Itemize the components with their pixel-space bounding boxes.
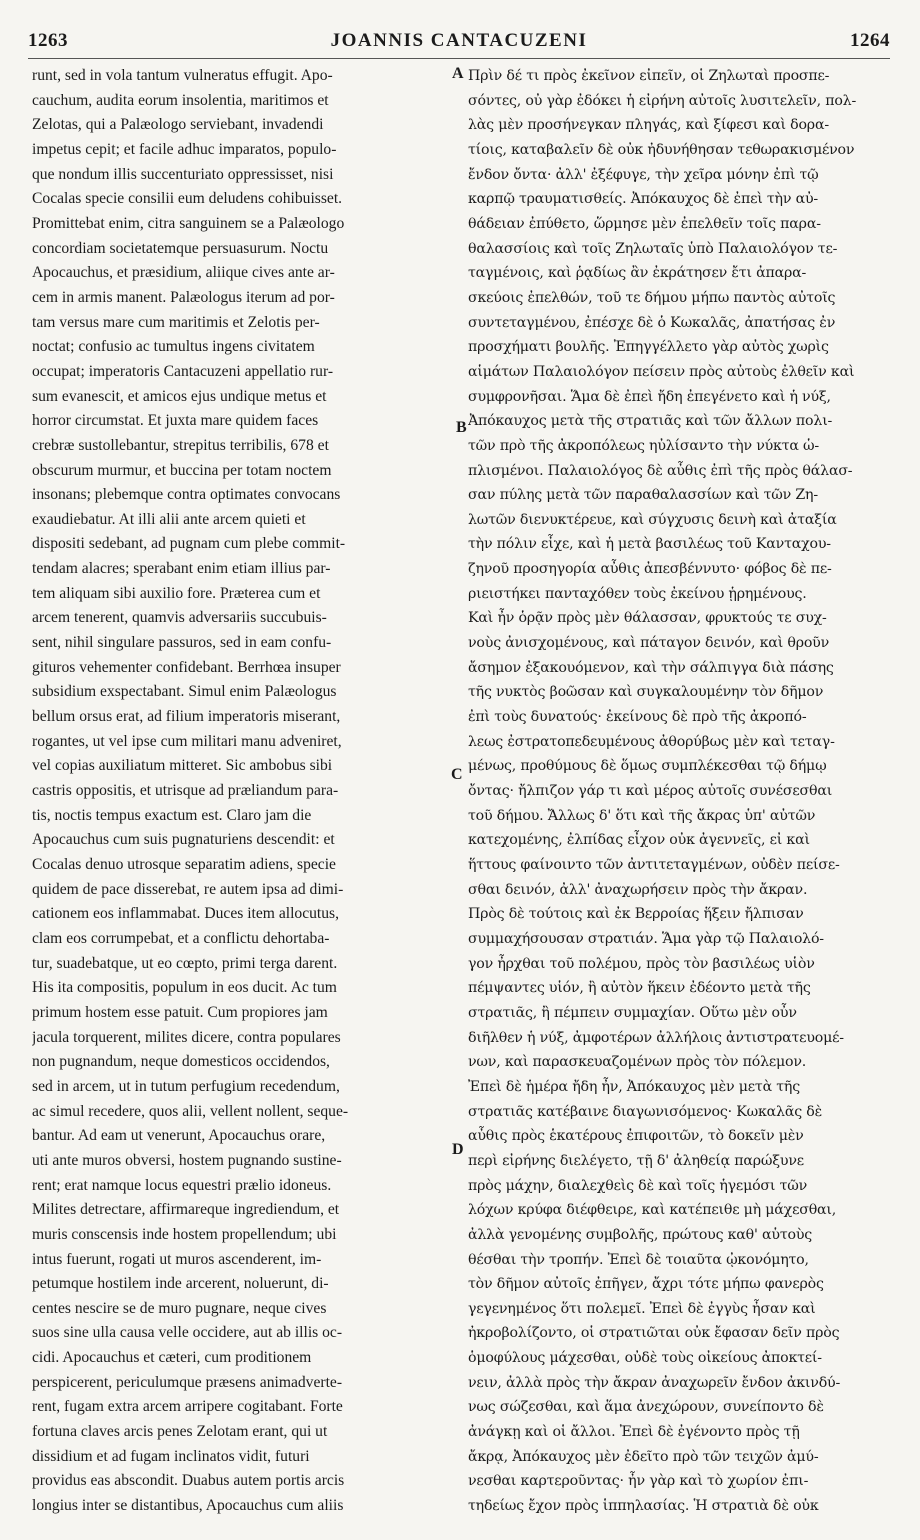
section-marker-d: D [452, 1141, 464, 1158]
latin-text-line: fortuna claves arcis penes Zelotam erant, qui ut [32, 1423, 328, 1441]
running-header [28, 30, 890, 60]
section-marker-c: C [451, 766, 463, 783]
latin-text-line: Cocalas specie consilii eum deludens cohibuisset. [32, 190, 343, 208]
latin-text-line: cationem eos inflammabat. Duces item allocutus, [32, 905, 340, 923]
greek-text-line: Ἐπεὶ δὲ ἡμέρα ἤδη ἦν, Ἀπόκαυχος μὲν μετὰ τῆς [468, 1078, 800, 1095]
greek-text-line: ζηνοῦ προσηγορία αὖθις ἀπεσβέννυτο· φόβος δὲ πε- [468, 561, 832, 578]
latin-text-line: insonans; plebemque contra optimates convocans [32, 486, 341, 504]
greek-text-line: αἱμάτων Παλαιολόγον πείσειν πρὸς αὐτοὺς ἐλθεῖν καὶ [468, 363, 855, 380]
greek-text-line: περὶ εἰρήνης διελέγετο, τῇ δ' ἀληθείᾳ παρώξυνε [468, 1152, 804, 1169]
latin-text-line: cauchum, audita eorum insolentia, maritimos et [32, 91, 329, 109]
latin-text-line: rent; erat namque locus equestri prælio idoneus. [32, 1176, 332, 1194]
greek-text-line: συντεταγμένου, ἐπέσχε δὲ ὁ Κωκαλᾶς, ἀπατήσας ἐν [468, 314, 836, 331]
latin-text-line: Promittebat enim, citra sanguinem se a Palæologo [32, 214, 345, 232]
latin-text-line: His ita compositis, populum in eos ducit. Ac tum [32, 979, 337, 997]
greek-text-line: στρατιᾶς, ἢ πέμπειν συμμαχίαν. Οὕτω μὲν οὖν [468, 1004, 797, 1021]
greek-text-line: σθαι δεινόν, ἀλλ' ἀναχωρήσειν πρὸς τὴν ἄκραν. [468, 881, 808, 898]
latin-text-line: que nondum illis succenturiato oppressisset, nisi [32, 165, 334, 183]
latin-text-line: crebræ sustollebantur, strepitus terribilis, 678 et [32, 436, 329, 454]
greek-text-line: ἄκρᾳ, Ἀπόκαυχος μὲν ἐδεῖτο πρὸ τῶν τειχῶν ἀμύ- [468, 1448, 819, 1465]
latin-text-line: providus eas abscondit. Duabus autem portis arcis [32, 1472, 345, 1490]
greek-text-line: ριειστήκει πανταχόθεν τοὺς ἐκείνου ᾑρημένους. [468, 585, 807, 602]
latin-text-line: castris oppositis, et utrisque ad præliandum para- [32, 782, 339, 800]
latin-text-line: tis, noctis tempus exactum est. Claro jam die [32, 806, 312, 824]
latin-text-line: exaudiebatur. At illi alii ante arcem quieti et [32, 510, 306, 528]
greek-text-line: ἀνάγκῃ καὶ οἱ ἄλλοι. Ἐπεὶ δὲ ἐγένοντο πρὸς τῇ [468, 1424, 800, 1441]
latin-text-line: sent, nihil singulare passuros, sed in eam confu- [32, 634, 332, 652]
latin-text-line: uti ante muros obversi, hostem pugnando sustine- [32, 1151, 342, 1169]
greek-text-line: αὖθις πρὸς ἑκατέρους ἐπιφοιτῶν, τὸ δοκεῖν μὲν [468, 1128, 804, 1145]
greek-text-line: συμφρονῆσαι. Ἅμα δὲ ἐπεὶ ἤδη ἐπεγένετο καὶ ἡ νύξ, [468, 388, 831, 405]
page-number-right: 1264 [850, 30, 890, 51]
greek-text-line: λεως ἐστρατοπεδευμένους ἀθορύβως μὲν καὶ τεταγ- [468, 733, 835, 750]
greek-text-line: πρὸς μάχην, διαλεχθεὶς δὲ καὶ τοῖς ἡγεμόσι τῶν [468, 1177, 808, 1194]
latin-text-line: sum evanescit, et amicos ejus undique metus et [32, 387, 327, 405]
running-title: JOANNIS CANTACUZENI [330, 30, 588, 51]
greek-text-line: γον ἦρχθαι τοῦ πολέμου, πρὸς τὸν βασιλέως υἱὸν [468, 955, 815, 972]
latin-text-line: dissidium et ad fugam inclinatos vidit, futuri [32, 1447, 310, 1465]
greek-text-line: λόχων κρύφα διέφθειρε, καὶ κατέπειθε μὴ μάχεσθαι, [468, 1202, 837, 1219]
greek-text-line: θέσθαι τὴν τροπήν. Ἐπεὶ δὲ τοιαῦτα ᾠκονόμητο, [468, 1251, 809, 1268]
latin-text-line: jacula torquerent, milites dicere, contra populares [32, 1028, 341, 1046]
greek-text-line: Καὶ ἦν ὁρᾷν πρὸς μὲν θάλασσαν, φρυκτούς τε συχ- [468, 610, 827, 627]
greek-text-line: νοὺς ἀνισχομένους, καὶ πάταγον δεινόν, καὶ θροῦν [468, 635, 830, 652]
latin-text-line: cem in armis manent. Palæologus iterum ad por- [32, 288, 335, 306]
latin-text-line: tem aliquam sibi auxilio fore. Præterea cum et [32, 584, 321, 602]
greek-text-line: στρατιᾶς κατέβαινε διαγωνισόμενος· Κωκαλᾶς δὲ [468, 1103, 823, 1120]
greek-text-line: ἄσημον ἐξακουόμενον, καὶ τὴν σάλπιγγα διὰ πάσης [468, 659, 834, 676]
latin-text-line: subsidium exspectabant. Simul enim Palæologus [32, 683, 337, 701]
latin-text-line: longius inter se distantibus, Apocauchus cum aliis [32, 1497, 344, 1515]
greek-column [468, 64, 888, 1519]
greek-text-line: προσχήματι βουλῆς. Ἐπηγγέλλετο γὰρ αὐτὸς χωρὶς [468, 339, 829, 356]
greek-text-line: μένως, προθύμους δὲ ὅμως συμπλέκεσθαι τῷ δήμῳ [468, 758, 827, 775]
greek-text-line: θάδειαν ἐπύθετο, ὥρμησε μὲν ἐπελθεῖν τοῖς παρα- [468, 215, 821, 232]
greek-text-line: ἐπὶ τοὺς δυνατούς· ἐκείνους δὲ πρὸ τῆς ἀκροπό- [468, 709, 807, 726]
latin-text-line: obscurum murmur, et buccina per totam noctem [32, 461, 332, 479]
latin-text-line: Zelotas, qui a Palæologo serviebant, invadendi [32, 116, 324, 134]
latin-text-line: quidem de pace disserebat, re autem ipsa ad dimi- [32, 880, 344, 898]
latin-text-line: primum hostem esse patuit. Cum propiores jam [32, 1003, 328, 1021]
greek-text-line: νως σώζεσθαι, καὶ ἅμα ἀνεχώρουν, συνείποντο δὲ [468, 1399, 824, 1416]
greek-text-line: τηδείως ἔχον πρὸς ἱππηλασίας. Ἡ στρατιὰ δὲ οὐκ [468, 1498, 819, 1515]
greek-text-line: πέμψαντες υἱόν, ἢ αὐτὸν ἥκειν ἐδέοντο μετὰ τῆς [468, 980, 811, 997]
greek-text-line: κατεχομένης, ἐλπίδας εἶχον οὐκ ἀγεννεῖς, εἰ καὶ [468, 832, 810, 849]
greek-text-line: καρπῷ τραυματισθείς. Ἀπόκαυχος δὲ ἐπεὶ τὴν αὐ- [468, 191, 818, 208]
column-gutter [458, 64, 459, 1524]
latin-text-line: dispositi sedebant, ad pugnam cum plebe commit- [32, 535, 346, 553]
latin-text-line: tendam alacres; sperabant enim etiam illius par- [32, 560, 331, 578]
latin-text-line: rent, fugam extra arcem arripere cogitabant. Forte [32, 1398, 343, 1416]
latin-text-line: gituros vehementer confidebant. Berrhœa insuper [32, 658, 341, 676]
greek-text-line: λὰς μὲν προσήνεγκαν πληγάς, καὶ ξίφεσι καὶ δορα- [468, 117, 829, 134]
greek-text-line: τίοις, καταβαλεῖν δὲ οὐκ ἠδυνήθησαν τεθωρακισμένον [468, 141, 855, 158]
greek-text-line: σκεύοις ἐπελθών, τοῦ τε δήμου μήπω παντὸς αὐτοῖς [468, 289, 836, 306]
latin-column [32, 64, 452, 1519]
greek-text-line: γεγενημένος ὅτι πολεμεῖ. Ἐπεὶ δὲ ἐγγὺς ἦσαν καὶ [468, 1300, 816, 1317]
latin-text-line: perspicerent, periculumque præsens animadverte- [32, 1373, 343, 1391]
greek-text-line: νων, καὶ παρασκευαζομένων πρὸς τὸν πόλεμον. [468, 1054, 807, 1071]
greek-text-line: τῶν πρὸ τῆς ἀκροπόλεως ηὐλίσαντο τὴν νύκτα ὡ- [468, 437, 820, 454]
greek-text-line: διῆλθεν ἡ νύξ, ἀμφοτέρων ἀλλήλοις ἀντιστρατευομέ- [468, 1029, 844, 1046]
latin-text-line: centes nescire se de muro pugnare, neque cives [32, 1299, 327, 1317]
latin-text-line: intus fuerunt, rogati ut muros ascenderent, im- [32, 1250, 322, 1268]
greek-text-line: ἀλλὰ γενομένης συμβολῆς, πρώτους καθ' αὑτοὺς [468, 1226, 813, 1243]
latin-text-line: rogantes, ut vel ipse cum militari manu adveniret, [32, 732, 342, 750]
greek-text-line: τὸν δῆμον αὐτοῖς ἐπῆγεν, ἄχρι τότε μήπω φανερὸς [468, 1276, 824, 1293]
greek-text-line: πλισμένοι. Παλαιολόγος δὲ αὖθις ἐπὶ τῆς πρὸς θάλασ- [468, 462, 853, 479]
latin-text-line: runt, sed in vola tantum vulneratus effugit. Apo- [32, 67, 333, 84]
latin-text-line: muris conscensis inde hostem propellendum; ubi [32, 1225, 337, 1243]
latin-text-line: Apocauchus cum suis pugnaturiens descendit: et [32, 831, 335, 849]
greek-text-line: ταγμένοις, καὶ ῥᾳδίως ἂν ἐκράτησεν ἔτι ἀπαρα- [468, 265, 807, 282]
latin-text-line: vel copias auxiliatum mitteret. Sic ambobus sibi [32, 757, 333, 775]
latin-text-line: Cocalas denuo utrosque separatim adiens, specie [32, 856, 336, 873]
section-marker-b: B [456, 419, 467, 436]
latin-text-line: petumque hostilem inde arcerent, noluerunt, di- [32, 1275, 329, 1293]
greek-text-line: νειν, ἀλλὰ πρὸς τὴν ἄκραν ἀναχωρεῖν ἔνδον ἀκινδύ- [468, 1374, 841, 1391]
page-number-left: 1263 [28, 30, 68, 51]
greek-text-line: ἥττους φαίνοιντο τῶν ἀντιτεταγμένων, οὐδὲν πείσε- [468, 857, 840, 873]
greek-text-line: τῆς νυκτὸς βοῶσαν καὶ συγκαλουμένην τὸν δῆμον [468, 684, 824, 701]
greek-text-line: συμμαχήσουσαν στρατιάν. Ἅμα γὰρ τῷ Παλαιολό- [468, 930, 824, 947]
greek-text-line: ἠκροβολίζοντο, οἱ στρατιῶται οὐκ ἔφασαν δεῖν πρὸς [468, 1325, 840, 1342]
greek-text-line: τὴν πόλιν εἶχε, καὶ ἡ μετὰ βασιλέως τοῦ Κανταχου- [468, 536, 831, 553]
greek-text-line: λωτῶν διενυκτέρευε, καὶ σύγχυσις δεινὴ καὶ ἀταξία [468, 511, 837, 528]
greek-text-line: Ἀπόκαυχος μετὰ τῆς στρατιᾶς καὶ τῶν ἄλλων πολι- [468, 413, 833, 430]
latin-text-line: arcem tenerent, quamvis adversariis succubuis- [32, 609, 327, 627]
header-rule [28, 58, 890, 59]
greek-text-line: σαν πύλης μετὰ τῶν παραθαλασσίων καὶ τῶν Ζη- [468, 487, 818, 504]
greek-text-line: νεσθαι καρτεροῦντας· ἦν γὰρ καὶ τὸ χωρίον ἐπι- [468, 1473, 809, 1490]
latin-text-line: noctat; confusio ac tumultus ingens civitatem [32, 338, 315, 356]
latin-text-line: Milites detrectare, affirmareque ingrediendum, et [32, 1201, 340, 1219]
greek-text-line: θαλασσίοις καὶ τοῖς Ζηλωταῖς ὑπὸ Παλαιολόγον τε- [468, 240, 838, 257]
latin-text-line: bantur. Ad eam ut venerunt, Apocauchus orare, [32, 1127, 326, 1145]
greek-text-line: ὁμοφύλους μάχεσθαι, οὐδὲ τοὺς οἰκείους ἀποκτεί- [468, 1350, 822, 1367]
greek-text-line: Πρὶν δέ τι πρὸς ἐκεῖνον εἰπεῖν, οἱ Ζηλωταὶ προσπε- [468, 68, 830, 84]
latin-text-line: tur, suadebatque, ut eo cœpto, primi terga darent. [32, 954, 338, 972]
latin-text-line: tam versus mare cum maritimis et Zelotis per- [32, 313, 320, 331]
latin-text-line: ac simul recedere, quos alii, vellent nollent, seque- [32, 1102, 349, 1120]
latin-text-line: horror circumstat. Et juxta mare quidem faces [32, 412, 319, 430]
latin-text-line: occupat; imperatoris Cantacuzeni appellatio rur- [32, 362, 334, 380]
greek-text-line: ἔνδον ὄντα· ἀλλ' ἐξέφυγε, τὴν χεῖρα μόνην ἐπὶ τῷ [468, 166, 819, 183]
greek-text-line: σόντες, οὐ γὰρ ἐδόκει ἡ εἰρήνη αὐτοῖς λυσιτελεῖν, πολ- [468, 92, 857, 109]
latin-text-line: bellum orsus erat, ad filium imperatoris miserant, [32, 708, 341, 726]
greek-text-line: ὄντας· ἤλπιζον γάρ τι καὶ μέρος αὐτοῖς συνέσεσθαι [468, 783, 833, 800]
latin-text-line: impetus cepit; et facile adhuc imparatos, populo- [32, 140, 337, 158]
section-marker-a: A [452, 65, 464, 82]
latin-text-line: Apocauchus, et præsidium, aliique cives ante ar- [32, 264, 335, 282]
latin-text-line: clam eos corrumpebat, et a conflictu dehortaba- [32, 929, 330, 947]
latin-text-line: suos sine ulla causa velle occidere, aut ab illis oc- [32, 1324, 343, 1342]
greek-text-line: τοῦ δήμου. Ἄλλως δ' ὅτι καὶ τῆς ἄκρας ὑπ' αὐτῶν [468, 807, 816, 824]
latin-text-line: concordiam societatemque persuasurum. Noctu [32, 239, 329, 257]
greek-text-line: Πρὸς δὲ τούτοις καὶ ἐκ Βερροίας ἥξειν ἤλπισαν [468, 906, 804, 923]
latin-text-line: cidi. Apocauchus et cæteri, cum proditionem [32, 1349, 312, 1367]
latin-text-line: non pugnandum, neque domesticos occidendos, [32, 1053, 330, 1071]
latin-text-line: sed in arcem, ut in tutum perfugium recedendum, [32, 1077, 340, 1095]
